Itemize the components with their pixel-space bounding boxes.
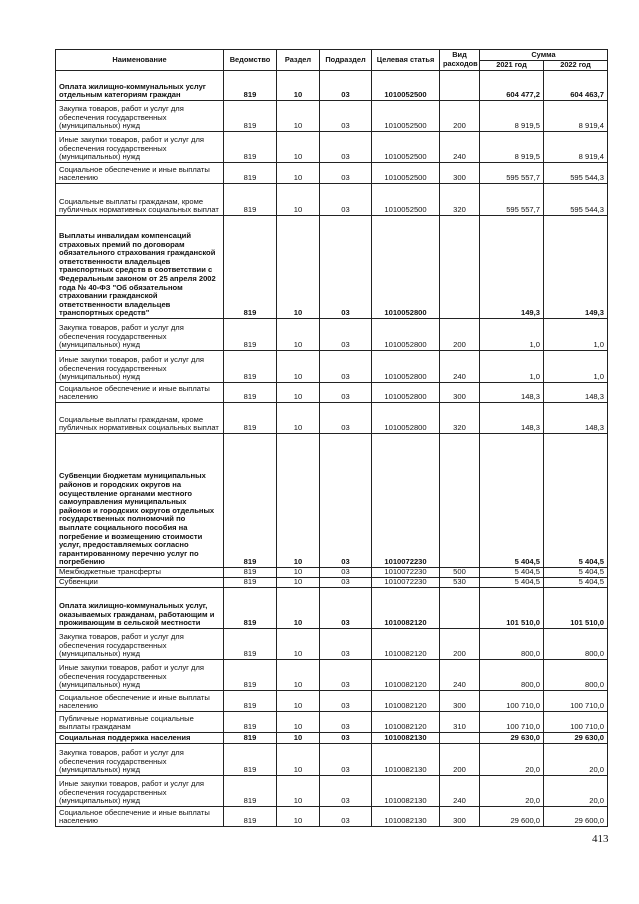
cell-section: 10 <box>277 629 320 660</box>
cell-2021: 5 404,5 <box>480 568 544 578</box>
cell-name: Иные закупки товаров, работ и услуг для обеспечения государственных (муниципальных) нужд <box>56 776 224 807</box>
cell-2021: 148,3 <box>480 383 544 403</box>
table-row <box>56 101 608 132</box>
cell-subsection: 03 <box>320 568 372 578</box>
cell-target: 1010082130 <box>372 744 440 776</box>
cell-expense: 300 <box>440 807 480 827</box>
cell-name: Социальное обеспечение и иные выплаты населению <box>56 691 224 712</box>
cell-name: Межбюджетные трансферты <box>56 568 224 578</box>
cell-name: Иные закупки товаров, работ и услуг для обеспечения государственных (муниципальных) нужд <box>56 351 224 383</box>
cell-expense: 300 <box>440 383 480 403</box>
cell-expense <box>440 588 480 629</box>
cell-section: 10 <box>277 578 320 588</box>
cell-target: 1010072230 <box>372 434 440 568</box>
cell-2022: 148,3 <box>544 403 608 434</box>
cell-target: 1010082120 <box>372 712 440 733</box>
cell-subsection: 03 <box>320 744 372 776</box>
cell-section: 10 <box>277 319 320 351</box>
header-expense: Вид расходов <box>440 50 480 71</box>
cell-dept: 819 <box>224 403 277 434</box>
cell-section: 10 <box>277 132 320 163</box>
cell-dept: 819 <box>224 434 277 568</box>
cell-2021: 29 600,0 <box>480 807 544 827</box>
cell-expense <box>440 216 480 319</box>
header-subsection: Подраздел <box>320 50 372 71</box>
cell-target: 1010052800 <box>372 216 440 319</box>
cell-expense: 240 <box>440 351 480 383</box>
cell-expense: 320 <box>440 184 480 216</box>
cell-section: 10 <box>277 691 320 712</box>
table-row <box>56 403 608 434</box>
cell-2021: 149,3 <box>480 216 544 319</box>
cell-section: 10 <box>277 776 320 807</box>
cell-2022: 800,0 <box>544 629 608 660</box>
cell-expense: 320 <box>440 403 480 434</box>
cell-subsection: 03 <box>320 403 372 434</box>
cell-2022: 595 544,3 <box>544 163 608 184</box>
cell-target: 1010082130 <box>372 807 440 827</box>
cell-2021: 20,0 <box>480 776 544 807</box>
cell-dept: 819 <box>224 568 277 578</box>
cell-2021: 1,0 <box>480 319 544 351</box>
header-sum: Сумма <box>480 50 608 61</box>
header-name: Наименование <box>56 50 224 71</box>
cell-dept: 819 <box>224 629 277 660</box>
cell-expense: 200 <box>440 319 480 351</box>
table-row <box>56 807 608 827</box>
cell-name: Социальное обеспечение и иные выплаты населению <box>56 163 224 184</box>
cell-name: Социальные выплаты гражданам, кроме публичных нормативных социальных выплат <box>56 403 224 434</box>
cell-name: Закупка товаров, работ и услуг для обеспечения государственных (муниципальных) нужд <box>56 101 224 132</box>
cell-expense: 240 <box>440 132 480 163</box>
cell-target: 1010052500 <box>372 132 440 163</box>
cell-dept: 819 <box>224 383 277 403</box>
cell-expense: 200 <box>440 744 480 776</box>
header-2022: 2022 год <box>544 61 608 71</box>
cell-dept: 819 <box>224 660 277 691</box>
cell-dept: 819 <box>224 319 277 351</box>
table-header <box>56 50 608 71</box>
table-row <box>56 71 608 101</box>
cell-target: 1010052500 <box>372 101 440 132</box>
cell-subsection: 03 <box>320 216 372 319</box>
header-target: Целевая статья <box>372 50 440 71</box>
cell-target: 1010072230 <box>372 568 440 578</box>
cell-section: 10 <box>277 744 320 776</box>
cell-expense <box>440 434 480 568</box>
cell-dept: 819 <box>224 807 277 827</box>
cell-section: 10 <box>277 807 320 827</box>
cell-target: 1010082130 <box>372 776 440 807</box>
cell-section: 10 <box>277 163 320 184</box>
cell-2022: 8 919,4 <box>544 101 608 132</box>
cell-2021: 595 557,7 <box>480 184 544 216</box>
cell-section: 10 <box>277 351 320 383</box>
cell-expense: 200 <box>440 101 480 132</box>
cell-dept: 819 <box>224 744 277 776</box>
cell-name: Выплаты инвалидам компенсаций страховых премий по договорам обязательного страхования гражданской ответственности владельцев транспортных средств в соответствии с Федеральным законом от 25 апреля 2002 года № 40-ФЗ "Об обязательном страховании гражданской ответственности владельцев транспортных средств" <box>56 216 224 319</box>
cell-subsection: 03 <box>320 578 372 588</box>
cell-2021: 800,0 <box>480 660 544 691</box>
cell-subsection: 03 <box>320 132 372 163</box>
cell-name: Иные закупки товаров, работ и услуг для обеспечения государственных (муниципальных) нужд <box>56 132 224 163</box>
cell-2022: 100 710,0 <box>544 712 608 733</box>
table-row <box>56 568 608 578</box>
cell-dept: 819 <box>224 351 277 383</box>
cell-section: 10 <box>277 71 320 101</box>
table-row <box>56 776 608 807</box>
cell-name: Субвенции бюджетам муниципальных районов и городских округов на осуществление органами местного самоуправления муниципальных районов и городских округов отдельных государственных полномочий по выплате социального пособия на погребение и возмещению стоимости услуг, предоставляемых согласно гарантированному перечню услуг по погребению <box>56 434 224 568</box>
cell-expense: 500 <box>440 568 480 578</box>
table-row <box>56 216 608 319</box>
cell-name: Закупка товаров, работ и услуг для обеспечения государственных (муниципальных) нужд <box>56 629 224 660</box>
cell-name: Иные закупки товаров, работ и услуг для обеспечения государственных (муниципальных) нужд <box>56 660 224 691</box>
cell-2021: 5 404,5 <box>480 434 544 568</box>
table-row <box>56 588 608 629</box>
cell-target: 1010082120 <box>372 629 440 660</box>
cell-dept: 819 <box>224 216 277 319</box>
cell-target: 1010082130 <box>372 733 440 744</box>
cell-subsection: 03 <box>320 351 372 383</box>
cell-section: 10 <box>277 660 320 691</box>
cell-target: 1010082120 <box>372 588 440 629</box>
table-row <box>56 660 608 691</box>
cell-2021: 604 477,2 <box>480 71 544 101</box>
cell-section: 10 <box>277 101 320 132</box>
cell-2022: 149,3 <box>544 216 608 319</box>
cell-2021: 101 510,0 <box>480 588 544 629</box>
table-row <box>56 434 608 568</box>
table-row <box>56 132 608 163</box>
cell-2022: 1,0 <box>544 319 608 351</box>
cell-dept: 819 <box>224 733 277 744</box>
cell-subsection: 03 <box>320 101 372 132</box>
cell-subsection: 03 <box>320 163 372 184</box>
table-row <box>56 744 608 776</box>
cell-2022: 148,3 <box>544 383 608 403</box>
cell-subsection: 03 <box>320 776 372 807</box>
table-row <box>56 351 608 383</box>
cell-subsection: 03 <box>320 588 372 629</box>
header-dept: Ведомство <box>224 50 277 71</box>
cell-target: 1010052800 <box>372 383 440 403</box>
cell-target: 1010052800 <box>372 351 440 383</box>
table-row <box>56 163 608 184</box>
cell-section: 10 <box>277 403 320 434</box>
cell-2022: 20,0 <box>544 776 608 807</box>
cell-2022: 5 404,5 <box>544 568 608 578</box>
cell-2022: 800,0 <box>544 660 608 691</box>
cell-section: 10 <box>277 434 320 568</box>
cell-2022: 29 630,0 <box>544 733 608 744</box>
cell-2022: 1,0 <box>544 351 608 383</box>
cell-expense: 300 <box>440 691 480 712</box>
cell-2022: 8 919,4 <box>544 132 608 163</box>
cell-2022: 5 404,5 <box>544 434 608 568</box>
cell-2022: 20,0 <box>544 744 608 776</box>
cell-subsection: 03 <box>320 383 372 403</box>
cell-section: 10 <box>277 216 320 319</box>
cell-subsection: 03 <box>320 660 372 691</box>
table-row <box>56 578 608 588</box>
cell-name: Субвенции <box>56 578 224 588</box>
cell-dept: 819 <box>224 776 277 807</box>
cell-2022: 604 463,7 <box>544 71 608 101</box>
cell-2021: 148,3 <box>480 403 544 434</box>
cell-target: 1010052500 <box>372 184 440 216</box>
cell-dept: 819 <box>224 132 277 163</box>
cell-target: 1010082120 <box>372 660 440 691</box>
cell-name: Оплата жилищно-коммунальных услуг отдельным категориям граждан <box>56 71 224 101</box>
cell-2022: 100 710,0 <box>544 691 608 712</box>
cell-2021: 100 710,0 <box>480 691 544 712</box>
cell-2022: 595 544,3 <box>544 184 608 216</box>
cell-2021: 20,0 <box>480 744 544 776</box>
cell-dept: 819 <box>224 101 277 132</box>
cell-2021: 100 710,0 <box>480 712 544 733</box>
cell-section: 10 <box>277 383 320 403</box>
cell-subsection: 03 <box>320 319 372 351</box>
cell-expense: 240 <box>440 776 480 807</box>
cell-name: Оплата жилищно-коммунальных услуг, оказываемых гражданам, работающим и проживающим в сельской местности <box>56 588 224 629</box>
cell-2021: 29 630,0 <box>480 733 544 744</box>
cell-subsection: 03 <box>320 807 372 827</box>
cell-dept: 819 <box>224 691 277 712</box>
cell-section: 10 <box>277 733 320 744</box>
header-2021: 2021 год <box>480 61 544 71</box>
header-section: Раздел <box>277 50 320 71</box>
cell-name: Закупка товаров, работ и услуг для обеспечения государственных (муниципальных) нужд <box>56 744 224 776</box>
budget-table <box>55 49 608 827</box>
table-body <box>56 71 608 827</box>
cell-dept: 819 <box>224 184 277 216</box>
cell-expense: 300 <box>440 163 480 184</box>
table-row <box>56 712 608 733</box>
cell-2021: 5 404,5 <box>480 578 544 588</box>
cell-name: Социальные выплаты гражданам, кроме публичных нормативных социальных выплат <box>56 184 224 216</box>
page-number: 413 <box>592 833 609 845</box>
cell-2022: 5 404,5 <box>544 578 608 588</box>
cell-2021: 1,0 <box>480 351 544 383</box>
cell-target: 1010072230 <box>372 578 440 588</box>
cell-name: Закупка товаров, работ и услуг для обеспечения государственных (муниципальных) нужд <box>56 319 224 351</box>
table-row <box>56 629 608 660</box>
cell-2021: 8 919,5 <box>480 101 544 132</box>
cell-expense: 200 <box>440 629 480 660</box>
cell-subsection: 03 <box>320 629 372 660</box>
cell-dept: 819 <box>224 163 277 184</box>
cell-expense <box>440 733 480 744</box>
cell-2021: 800,0 <box>480 629 544 660</box>
cell-subsection: 03 <box>320 691 372 712</box>
table-row <box>56 691 608 712</box>
table-row <box>56 319 608 351</box>
table-row <box>56 184 608 216</box>
cell-2021: 595 557,7 <box>480 163 544 184</box>
cell-section: 10 <box>277 568 320 578</box>
table-row <box>56 383 608 403</box>
cell-subsection: 03 <box>320 712 372 733</box>
table-row <box>56 733 608 744</box>
cell-subsection: 03 <box>320 434 372 568</box>
cell-target: 1010052800 <box>372 403 440 434</box>
cell-expense: 240 <box>440 660 480 691</box>
cell-target: 1010052800 <box>372 319 440 351</box>
cell-target: 1010052500 <box>372 163 440 184</box>
cell-subsection: 03 <box>320 733 372 744</box>
cell-2022: 29 600,0 <box>544 807 608 827</box>
cell-name: Социальная поддержка населения <box>56 733 224 744</box>
cell-target: 1010052500 <box>372 71 440 101</box>
cell-section: 10 <box>277 184 320 216</box>
cell-dept: 819 <box>224 712 277 733</box>
cell-subsection: 03 <box>320 71 372 101</box>
cell-name: Социальное обеспечение и иные выплаты населению <box>56 383 224 403</box>
cell-target: 1010082120 <box>372 691 440 712</box>
cell-subsection: 03 <box>320 184 372 216</box>
cell-section: 10 <box>277 712 320 733</box>
cell-expense <box>440 71 480 101</box>
cell-2021: 8 919,5 <box>480 132 544 163</box>
cell-dept: 819 <box>224 588 277 629</box>
cell-name: Публичные нормативные социальные выплаты гражданам <box>56 712 224 733</box>
cell-expense: 530 <box>440 578 480 588</box>
cell-name: Социальное обеспечение и иные выплаты населению <box>56 807 224 827</box>
cell-dept: 819 <box>224 578 277 588</box>
cell-2022: 101 510,0 <box>544 588 608 629</box>
cell-section: 10 <box>277 588 320 629</box>
cell-expense: 310 <box>440 712 480 733</box>
cell-dept: 819 <box>224 71 277 101</box>
